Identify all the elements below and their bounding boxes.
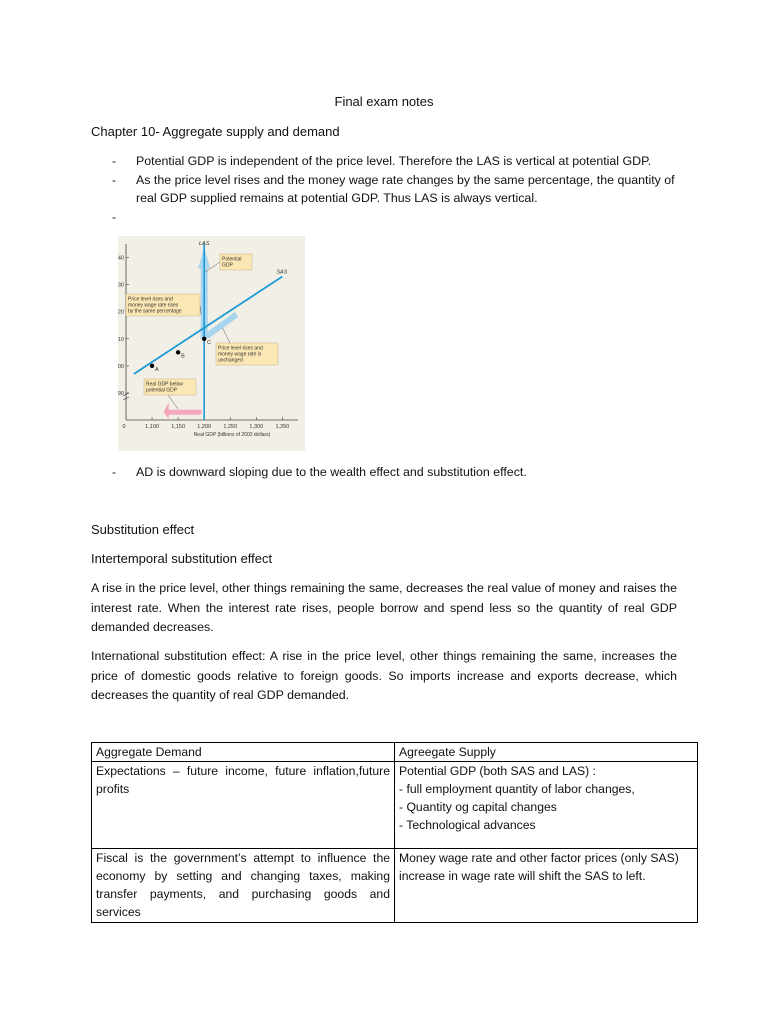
point-label: A <box>155 366 159 373</box>
leader-line <box>222 328 230 343</box>
bullet-dash: - <box>112 465 117 479</box>
x-tick-label: 1,100 <box>145 424 159 430</box>
bullet-text: As the price level rises and the money wage rate changes by the same percentage, the quantity of real GDP supplied remains at potential GDP. Thus LAS is always vertical. <box>136 172 675 205</box>
potential-gdp-note-text: Potential <box>222 256 242 263</box>
x-tick-label: 1,300 <box>249 424 264 430</box>
data-point-c <box>202 337 206 341</box>
below-potential-arrow <box>168 410 202 415</box>
price-rises-unchanged-note-text: Price level rises and <box>218 345 263 352</box>
paragraph-international: International substitution effect: A rise in the price level, other things remaining the same, increases the price of domestic goods relative to foreign goods. So imports increase and exports decrease, which decreases the quantity of real GDP demanded. <box>91 649 677 702</box>
chart-svg <box>118 236 305 451</box>
point-label: C <box>207 339 212 346</box>
leader-line <box>168 395 178 409</box>
table-row <box>92 849 698 923</box>
bullet-text <box>136 210 139 224</box>
price-rises-same-note-text: by the same percentage <box>128 308 182 315</box>
table-header-cell: Aggregate Demand <box>92 743 395 762</box>
x-axis-label: Real GDP (billions of 2002 dollars) <box>193 432 271 438</box>
price-rises-unchanged-note-text: unchanged <box>218 357 243 364</box>
data-point-b <box>176 350 180 354</box>
y-tick-label: 30 <box>118 282 124 289</box>
below-potential-arrowhead <box>164 402 169 419</box>
y-tick-label: 90 <box>118 390 124 397</box>
x-tick-label: 1,350 <box>275 424 290 430</box>
las-sas-chart <box>118 236 305 451</box>
x-tick-label: 1,200 <box>197 424 212 430</box>
page-title: Final exam notes <box>334 94 434 109</box>
potential-gdp-note-text: GDP <box>222 262 233 269</box>
x-tick-label: 1,250 <box>223 424 238 430</box>
bullet-list-ad <box>112 463 692 482</box>
y-tick-label: 00 <box>118 363 124 370</box>
price-rises-unchanged-note-text: money wage rate is <box>218 351 262 358</box>
x-tick-label: 1,150 <box>171 424 186 430</box>
ad-as-table <box>91 742 698 923</box>
below-potential-note-text: potential GDP <box>146 387 178 394</box>
y-tick-label: 20 <box>118 309 124 316</box>
cell-title: Potential GDP (both SAS and LAS) : <box>399 764 596 778</box>
chapter-heading: Chapter 10- Aggregate supply and demand <box>91 124 340 139</box>
list-item <box>112 208 692 227</box>
las-label: LAS <box>198 241 210 247</box>
cell-line: - Technological advances <box>399 818 536 832</box>
table-header-row <box>92 743 698 762</box>
price-rises-same-note-text: money wage rate rises <box>128 302 179 309</box>
table-cell: Money wage rate and other factor prices (only SAS) increase in wage rate will shift the SAS to left. <box>395 849 698 923</box>
bullet-dash: - <box>112 209 117 224</box>
y-tick-label: 40 <box>118 255 124 262</box>
bullet-dash: - <box>112 172 117 187</box>
price-rises-same-note-text: Price level rises and <box>128 296 173 303</box>
table-row <box>92 762 698 849</box>
data-point-a <box>150 364 154 368</box>
bullet-dash: - <box>112 154 117 168</box>
table-cell: Fiscal is the government’s attempt to influence the economy by setting and changing taxes, making transfer payments, and purchasing goods and services <box>92 849 395 923</box>
substitution-heading: Substitution effect <box>91 522 195 537</box>
sas-label: SAS <box>276 269 288 276</box>
bullet-text: AD is downward sloping due to the wealth effect and substitution effect. <box>136 465 527 479</box>
bullet-text: Potential GDP is independent of the price level. Therefore the LAS is vertical at potential GDP. <box>136 154 652 168</box>
intertemporal-heading: Intertemporal substitution effect <box>91 551 273 566</box>
table-cell <box>395 762 698 849</box>
paragraph-intertemporal: A rise in the price level, other things remaining the same, decreases the real value of money and raises the interest rate. When the interest rate rises, people borrow and spend less so the quantity of real GDP demanded decreases. <box>91 581 677 634</box>
bullet-list-top <box>112 152 692 226</box>
list-item <box>112 463 692 482</box>
x-tick-label: 0 <box>122 424 126 430</box>
table-header-cell: Agreegate Supply <box>395 743 698 762</box>
cell-line: - full employment quantity of labor changes, <box>399 782 635 796</box>
point-label: B <box>181 353 185 360</box>
table-cell: Expectations – future income, future inflation,future profits <box>92 762 395 849</box>
list-item <box>112 171 692 208</box>
below-potential-note-text: Real GDP below <box>146 381 183 388</box>
sas-shift-arrow <box>207 314 237 336</box>
y-tick-label: 10 <box>118 336 124 343</box>
cell-line: - Quantity og capital changes <box>399 800 557 814</box>
list-item <box>112 152 692 171</box>
